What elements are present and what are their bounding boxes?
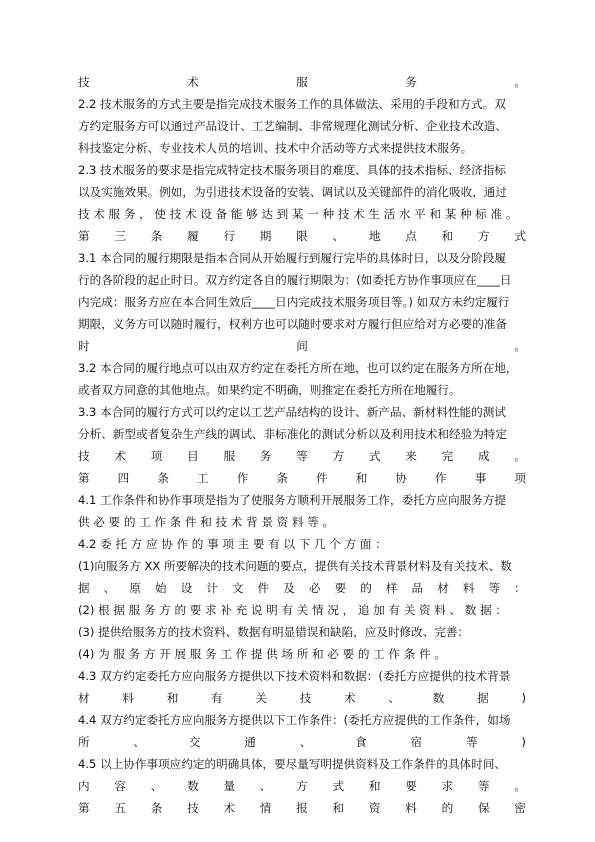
char: 项 bbox=[150, 449, 163, 463]
char: 的 bbox=[441, 801, 454, 815]
char: 协 bbox=[395, 471, 407, 485]
text-line-18 bbox=[78, 445, 526, 467]
char: 限 bbox=[296, 229, 308, 243]
section-heading-4 bbox=[78, 467, 526, 489]
char: 时 bbox=[78, 339, 90, 353]
char: 等 bbox=[488, 581, 501, 595]
text-line-9: 3.1 本合同的履行期限是指本合同从开始履行到履行完毕的具体时日，以及分阶段履 bbox=[78, 251, 506, 265]
char: 通 bbox=[244, 735, 256, 749]
char: 数 bbox=[432, 691, 445, 705]
char: 方 bbox=[332, 449, 345, 463]
char: 必 bbox=[308, 581, 321, 595]
char: 技 bbox=[299, 691, 312, 705]
char: 行 bbox=[223, 229, 236, 243]
char: 条 bbox=[157, 471, 169, 485]
text-line-5: 2.3 技术服务的要求是指完成特定技术服务项目的难度、具体的技术指标、经济指标 bbox=[78, 163, 506, 177]
char: 第 bbox=[78, 229, 90, 243]
text-line-17: 分析、新型或者复杂生产线的调试、非标准化的测试分析以及利用技术和经验为特定 bbox=[78, 427, 507, 441]
char: 所 bbox=[78, 735, 90, 749]
char: 方 bbox=[296, 779, 308, 793]
text-line-20: 4.1 工作条件和协作事项是指为了使服务方顺利开展服务工作，委托方应向服务方提 bbox=[78, 493, 506, 507]
char: 项 bbox=[514, 471, 526, 485]
char: 内 bbox=[78, 779, 90, 793]
char: 密 bbox=[514, 801, 526, 815]
char: 履 bbox=[187, 229, 199, 243]
char: 式 bbox=[368, 449, 381, 463]
char: 等 bbox=[465, 735, 478, 749]
char: 件 bbox=[257, 581, 270, 595]
char: 关 bbox=[255, 691, 267, 705]
char: 事 bbox=[474, 471, 487, 485]
char: 容 bbox=[114, 779, 126, 793]
char: 条 bbox=[150, 801, 163, 815]
char: 和 bbox=[441, 229, 454, 243]
char: 和 bbox=[332, 801, 345, 815]
char: 目 bbox=[187, 449, 199, 463]
text-line-26: (3) 提供给服务方的技术资料、数据有明显错误和缺陷，应及时修改、完善： bbox=[78, 625, 470, 639]
char: 术 bbox=[344, 691, 356, 705]
char: 作 bbox=[435, 471, 447, 485]
char: 据 bbox=[477, 691, 489, 705]
text-line-4: 科技鉴定分析、专业技术人员的培训、技术中介活动等方式来提供技术服务。 bbox=[78, 141, 473, 155]
char: 交 bbox=[188, 735, 201, 749]
char: 料 bbox=[462, 581, 475, 595]
char: 技 bbox=[187, 801, 199, 815]
char: 材 bbox=[437, 581, 449, 595]
text-line-23: (1)向服务方 XX 所要解决的技术问题的要点，提供有关技术背景材料及有关技术、数 bbox=[78, 559, 512, 573]
char: 来 bbox=[405, 449, 417, 463]
char: 原 bbox=[129, 581, 141, 595]
char: 设 bbox=[180, 581, 193, 595]
char: 第 bbox=[78, 471, 90, 485]
char: 地 bbox=[368, 229, 381, 243]
text-line-21: 供 必 要 的 工 作 条 件 和 技 术 背 景 资 料 等 。 bbox=[78, 515, 335, 529]
section-heading-5 bbox=[78, 797, 526, 819]
char: 术 bbox=[114, 449, 126, 463]
char: 四 bbox=[117, 471, 130, 485]
text-line-24 bbox=[78, 577, 526, 599]
char: ) bbox=[521, 735, 526, 749]
char: 技 bbox=[78, 449, 90, 463]
char: 据 bbox=[78, 581, 90, 595]
char: 、 bbox=[133, 735, 146, 749]
char: 要 bbox=[405, 779, 417, 793]
text-line-33 bbox=[78, 775, 526, 797]
char: 及 bbox=[283, 581, 295, 595]
char: 三 bbox=[114, 229, 126, 243]
char: 、 bbox=[388, 691, 401, 705]
char: 宿 bbox=[410, 735, 423, 749]
section-heading-3 bbox=[78, 225, 526, 247]
char: 报 bbox=[296, 801, 308, 815]
char: 样 bbox=[385, 581, 398, 595]
char: 术 bbox=[223, 801, 236, 815]
text-line-11: 内完成：服务方应在本合同生效后____日内完成技术服务项目等。) 如双方未约定履行 bbox=[78, 295, 510, 309]
char: 条 bbox=[276, 471, 288, 485]
char: 、 bbox=[299, 735, 312, 749]
document-page bbox=[78, 71, 526, 819]
char: 品 bbox=[411, 581, 424, 595]
text-line-15: 或者双方同意的其他地点。如果约定不明确，则推定在委托方所在地履行。 bbox=[78, 383, 461, 397]
text-line-22: 4.2 委 托 方 应 协 作 的 事 项 主 要 有 以 下 几 个 方 面 ： bbox=[78, 537, 387, 551]
text-line-2: 2.2 技术服务的方式主要是指完成技术服务工作的具体做法、采用的手段和方式。双 bbox=[78, 97, 506, 111]
char: 要 bbox=[334, 581, 347, 595]
char: 。 bbox=[514, 779, 526, 793]
char: 。 bbox=[514, 339, 526, 353]
char: 服 bbox=[223, 449, 236, 463]
text-line-25: (2) 根 据 服 务 方 的 要 求 补 充 说 明 有 关 情 况 ， 追 加 有 关 资 料 、 数 据 ： bbox=[78, 603, 507, 617]
char: 和 bbox=[368, 779, 381, 793]
text-line-3: 方约定服务方可以通过产品设计、工艺编制、非常规理化测试分析、企业技术改造、 bbox=[78, 119, 507, 133]
char: 服 bbox=[296, 75, 308, 89]
char: 的 bbox=[360, 581, 372, 595]
char: 。 bbox=[514, 449, 526, 463]
char: 期 bbox=[259, 229, 272, 243]
char: 式 bbox=[332, 779, 345, 793]
text-line-1 bbox=[78, 71, 526, 93]
char: 五 bbox=[114, 801, 126, 815]
char: 式 bbox=[514, 229, 526, 243]
char: 第 bbox=[78, 801, 90, 815]
char: 、 bbox=[259, 779, 272, 793]
char: 点 bbox=[405, 229, 417, 243]
char: 食 bbox=[355, 735, 367, 749]
char: 技 bbox=[78, 75, 90, 89]
char: 方 bbox=[477, 229, 490, 243]
char: 。 bbox=[514, 75, 526, 89]
char: 、 bbox=[332, 229, 345, 243]
char: 量 bbox=[223, 779, 236, 793]
text-line-31 bbox=[78, 731, 526, 753]
char: 成 bbox=[477, 449, 490, 463]
char: 文 bbox=[231, 581, 244, 595]
text-line-12: 期限，义务方可以随时履行，权利方也可以随时要求对方履行但应给对方必要的准备 bbox=[78, 317, 507, 331]
char: 工 bbox=[197, 471, 209, 485]
char: 情 bbox=[259, 801, 272, 815]
char: 、 bbox=[150, 779, 163, 793]
char: 材 bbox=[78, 691, 90, 705]
char: 始 bbox=[154, 581, 167, 595]
char: ) bbox=[521, 691, 526, 705]
char: 和 bbox=[355, 471, 368, 485]
char: ： bbox=[514, 581, 526, 595]
text-line-14: 3.2 本合同的履行地点可以由双方约定在委托方所在地，也可以约定在服务方所在地， bbox=[78, 361, 518, 375]
char: 料 bbox=[405, 801, 417, 815]
char: 计 bbox=[206, 581, 218, 595]
text-line-27: (4) 为 服 务 方 开 展 服 务 工 作 提 供 场 所 和 必 要 的 工 作 条 件 。 bbox=[78, 647, 446, 661]
text-line-7: 技 术 服 务 ， 使 技 术 设 备 能 够 达 到 某 一 种 技 术 生 活 水 平 和 某 种 标 准 。 bbox=[78, 207, 518, 221]
char: 有 bbox=[211, 691, 223, 705]
char: 术 bbox=[187, 75, 199, 89]
text-line-30: 4.4 双方约定委托方应向服务方提供以下工作条件：(委托方应提供的工作条件，如场 bbox=[78, 713, 511, 727]
text-line-32: 4.5 以上协作事项应约定的明确具体，要尽量写明提供资料及工作条件的具体时间、 bbox=[78, 757, 506, 771]
char: 等 bbox=[477, 779, 490, 793]
char: 务 bbox=[259, 449, 272, 463]
char: 资 bbox=[368, 801, 381, 815]
char: 完 bbox=[441, 449, 454, 463]
text-line-10: 行的各阶段的起止时日。双方约定各自的履行期限为：(如委托方协作事项应在____日 bbox=[78, 273, 512, 287]
char: 和 bbox=[166, 691, 179, 705]
char: 等 bbox=[296, 449, 308, 463]
text-line-16: 3.3 本合同的履行方式可以约定以工艺产品结构的设计、新产品、新材料性能的测试 bbox=[78, 405, 506, 419]
char: 务 bbox=[405, 75, 417, 89]
char: 数 bbox=[187, 779, 199, 793]
char: 作 bbox=[236, 471, 249, 485]
char: 求 bbox=[441, 779, 454, 793]
char: 间 bbox=[296, 339, 308, 353]
char: 保 bbox=[477, 801, 490, 815]
text-line-6: 以及实施效果。例如，为引进技术设备的安装、调试以及关键部件的消化吸收，通过 bbox=[78, 185, 507, 199]
char: 件 bbox=[316, 471, 328, 485]
text-line-29 bbox=[78, 687, 526, 709]
char: 条 bbox=[150, 229, 163, 243]
char: 料 bbox=[122, 691, 134, 705]
char: 、 bbox=[103, 581, 116, 595]
text-line-28: 4.3 双方约定委托方应向服务方提供以下技术资料和数据：(委托方应提供的技术背景 bbox=[78, 669, 511, 683]
text-line-13 bbox=[78, 335, 526, 357]
